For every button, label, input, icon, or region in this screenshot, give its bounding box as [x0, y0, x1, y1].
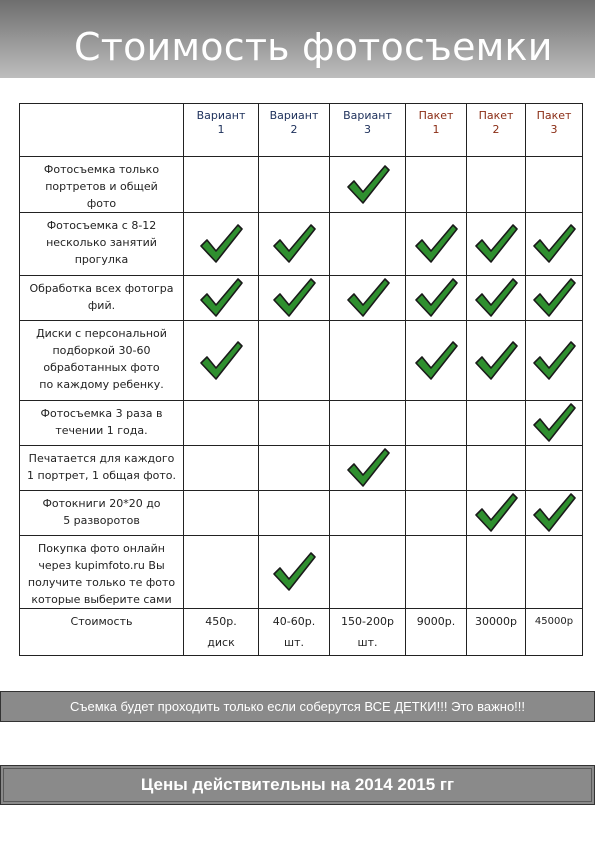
feature-label-line: прогулка: [74, 253, 129, 266]
cell-paket-1: [406, 446, 467, 491]
cell-variant-1: [184, 491, 259, 536]
cell-paket-3: [526, 276, 583, 321]
cell-variant-1: [184, 276, 259, 321]
feature-label-line: по каждому ребенку.: [39, 378, 164, 391]
cell-paket-2: [467, 491, 526, 536]
cell-variant-2: [259, 536, 330, 609]
feature-row: [20, 276, 583, 321]
title-banner: [0, 0, 595, 78]
feature-rows: [20, 157, 583, 609]
feature-row: [20, 491, 583, 536]
feature-label: [20, 276, 184, 321]
check-mark-icon: [271, 550, 317, 594]
cell-paket-1: [406, 536, 467, 609]
cell-variant-2: [259, 276, 330, 321]
feature-label-line: через kupimfoto.ru Вы: [38, 559, 165, 572]
feature-label-line: Фотосъемка только: [43, 163, 160, 176]
price-variant-2: 40-60р. шт.: [259, 609, 330, 656]
header-row: [20, 104, 583, 157]
feature-label-line: Фотокниги 20*20 до: [42, 497, 161, 510]
page-title: Стоимость фотосъемки: [74, 25, 553, 69]
feature-label-line: Обработка всех фотогра: [29, 282, 174, 295]
feature-label: [20, 321, 184, 401]
feature-row: [20, 321, 583, 401]
cell-paket-3: [526, 491, 583, 536]
check-mark-icon: [531, 276, 577, 320]
feature-label-line: подборкой 30-60: [52, 344, 151, 357]
cell-paket-3: [526, 536, 583, 609]
cell-paket-2: [467, 213, 526, 276]
feature-row: [20, 446, 583, 491]
cell-variant-3: [330, 446, 406, 491]
check-mark-icon: [473, 491, 519, 535]
cell-variant-3: [330, 276, 406, 321]
feature-row: [20, 213, 583, 276]
feature-label: [20, 401, 184, 446]
cell-variant-3: [330, 401, 406, 446]
header-paket-3: Пакет 3: [526, 104, 583, 157]
cell-variant-3: [330, 213, 406, 276]
cell-paket-3: [526, 213, 583, 276]
check-mark-icon: [271, 276, 317, 320]
cell-paket-2: [467, 157, 526, 213]
cell-variant-3: [330, 491, 406, 536]
feature-label-line: фото: [86, 197, 117, 210]
cell-paket-3: [526, 401, 583, 446]
header-paket-2: Пакет 2: [467, 104, 526, 157]
check-mark-icon: [413, 339, 459, 383]
cell-paket-2: [467, 536, 526, 609]
feature-label-line: которые выберите сами: [31, 593, 172, 606]
feature-row: [20, 401, 583, 446]
feature-row: [20, 536, 583, 609]
cell-variant-3: [330, 157, 406, 213]
cell-paket-2: [467, 321, 526, 401]
cell-variant-1: [184, 446, 259, 491]
check-mark-icon: [413, 276, 459, 320]
check-mark-icon: [473, 276, 519, 320]
cell-variant-2: [259, 446, 330, 491]
cell-variant-2: [259, 401, 330, 446]
check-mark-icon: [531, 491, 577, 535]
check-mark-icon: [531, 222, 577, 266]
price-label: Стоимость: [20, 609, 184, 656]
check-mark-icon: [345, 163, 391, 207]
cell-paket-3: [526, 446, 583, 491]
check-mark-icon: [413, 222, 459, 266]
price-paket-2: 30000р: [467, 609, 526, 656]
cell-paket-3: [526, 157, 583, 213]
cell-variant-3: [330, 321, 406, 401]
feature-label: [20, 446, 184, 491]
header-empty-cell: [20, 104, 184, 157]
cell-paket-3: [526, 321, 583, 401]
feature-label-line: фий.: [87, 299, 116, 312]
check-mark-icon: [473, 222, 519, 266]
cell-variant-1: [184, 157, 259, 213]
feature-label-line: Фотосъемка с 8-12: [46, 219, 157, 232]
feature-label: [20, 213, 184, 276]
check-mark-icon: [531, 401, 577, 445]
check-mark-icon: [473, 339, 519, 383]
feature-label: [20, 491, 184, 536]
header-variant-2: Вариант 2: [259, 104, 330, 157]
price-variant-1: 450р. диск: [184, 609, 259, 656]
cell-variant-1: [184, 213, 259, 276]
cell-paket-1: [406, 157, 467, 213]
feature-row: [20, 157, 583, 213]
check-mark-icon: [271, 222, 317, 266]
price-paket-1: 9000р.: [406, 609, 467, 656]
check-mark-icon: [198, 276, 244, 320]
cell-variant-2: [259, 157, 330, 213]
check-mark-icon: [345, 276, 391, 320]
feature-label-line: течении 1 года.: [55, 424, 148, 437]
feature-label-line: Печатается для каждого: [28, 452, 175, 465]
validity-bar: [0, 765, 595, 805]
cell-paket-1: [406, 401, 467, 446]
cell-variant-1: [184, 536, 259, 609]
cell-variant-1: [184, 321, 259, 401]
check-mark-icon: [198, 339, 244, 383]
check-mark-icon: [345, 446, 391, 490]
feature-label-line: получите только те фото: [27, 576, 176, 589]
feature-label-line: портретов и общей: [45, 180, 158, 193]
pricing-table: [19, 103, 583, 656]
cell-paket-2: [467, 446, 526, 491]
cell-variant-2: [259, 321, 330, 401]
cell-variant-1: [184, 401, 259, 446]
price-row: [20, 609, 583, 656]
feature-label: [20, 157, 184, 213]
header-variant-1: Вариант 1: [184, 104, 259, 157]
header-paket-1: Пакет 1: [406, 104, 467, 157]
cell-paket-2: [467, 276, 526, 321]
validity-text: Цены действительны на 2014 2015 гг: [140, 775, 455, 794]
check-mark-icon: [531, 339, 577, 383]
notice-bar: Съемка будет проходить только если соберутся ВСЕ ДЕТКИ!!! Это важно!!!: [0, 691, 595, 722]
feature-label-line: Покупка фото онлайн: [37, 542, 166, 555]
cell-variant-3: [330, 536, 406, 609]
feature-label-line: несколько занятий: [46, 236, 157, 249]
cell-paket-1: [406, 491, 467, 536]
cell-paket-2: [467, 401, 526, 446]
feature-label: [20, 536, 184, 609]
cell-paket-1: [406, 213, 467, 276]
cell-variant-2: [259, 213, 330, 276]
cell-variant-2: [259, 491, 330, 536]
cell-paket-1: [406, 276, 467, 321]
feature-label-line: обработанных фото: [43, 361, 160, 374]
price-variant-3: 150-200р шт.: [330, 609, 406, 656]
header-variant-3: Вариант 3: [330, 104, 406, 157]
price-paket-3: 45000р: [526, 609, 583, 656]
feature-label-line: Фотосъемка 3 раза в: [40, 407, 163, 420]
feature-label-line: 1 портрет, 1 общая фото.: [27, 469, 176, 482]
cell-paket-1: [406, 321, 467, 401]
check-mark-icon: [198, 222, 244, 266]
feature-label-line: Диски с персональной: [36, 327, 167, 340]
feature-label-line: 5 разворотов: [63, 514, 140, 527]
validity-inner-frame: [3, 768, 592, 802]
